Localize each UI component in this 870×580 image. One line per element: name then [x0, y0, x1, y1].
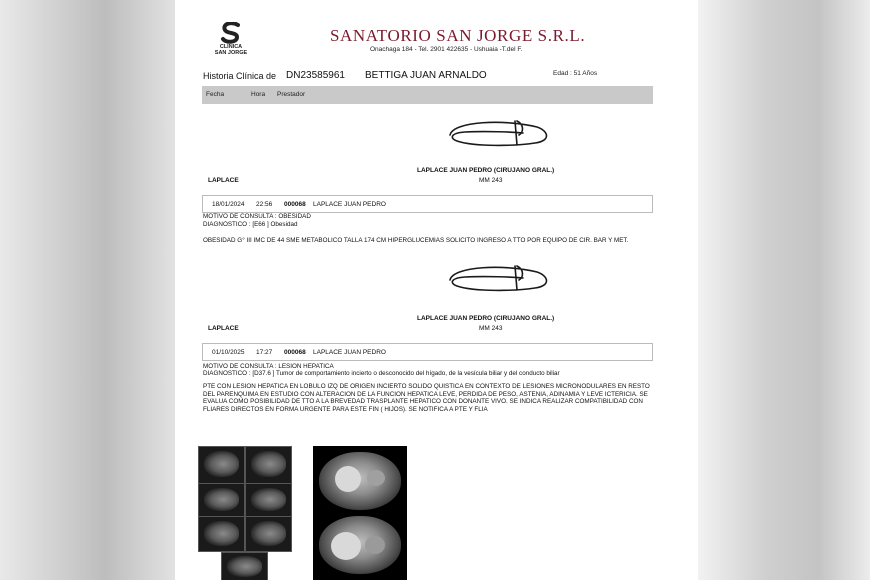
mri-thumbnail [245, 446, 292, 484]
logo-line1: CLÍNICA [219, 44, 243, 50]
provider-short: LAPLACE [208, 177, 239, 184]
entry-code: 000068 [284, 201, 306, 208]
ct-slice [319, 452, 401, 510]
motivo-consulta: MOTIVO DE CONSULTA : OBESIDAD [203, 213, 311, 220]
col-header-hora: Hora [251, 91, 266, 98]
ct-liver [335, 466, 361, 492]
mri-thumbnail [198, 483, 245, 517]
table-header-bar [202, 86, 653, 104]
entry-provider: LAPLACE JUAN PEDRO [313, 349, 386, 356]
logo-line2: SAN JORGE [214, 50, 248, 56]
entry-date: 01/10/2025 [212, 349, 245, 356]
patient-name: BETTIGA JUAN ARNALDO [365, 70, 487, 81]
patient-dn: DN23585961 [286, 70, 345, 81]
background-right [698, 0, 870, 580]
col-header-fecha: Fecha [206, 91, 225, 98]
doctor-signature [445, 113, 555, 158]
diagnostico: DIAGNOSTICO : [E66 ] Obesidad [203, 221, 298, 228]
clinic-title: SANATORIO SAN JORGE S.R.L. [330, 26, 586, 45]
doctor-mm: MM 243 [479, 325, 503, 332]
entry-code: 000068 [284, 349, 306, 356]
background-left [0, 0, 175, 580]
history-label: Historia Clínica de [203, 71, 277, 81]
col-header-prestador: Prestador [277, 91, 306, 98]
ct-organ [367, 470, 385, 486]
ct-organ [365, 536, 385, 554]
ct-liver [331, 532, 361, 560]
clinical-notes: OBESIDAD G° III IMC DE 44 SME METABOLICO TALLA 174 CM HIPERGLUCEMIAS SOLICITO INGRESO A TTO POR EQUIPO DE CIR. BAR Y MET. [203, 237, 629, 244]
patient-age: Edad : 51 Años [553, 70, 598, 77]
mri-thumbnail [245, 483, 292, 517]
mri-thumbnail [198, 446, 245, 484]
ct-slice [319, 516, 401, 574]
clinic-logo-text [205, 44, 257, 56]
entry-row [202, 195, 653, 213]
diagnostico: DIAGNOSTICO : [D37.6 ] Tumor de comportamiento incierto o desconocido del hígado, de la vesícula biliar y del conducto biliar [203, 370, 560, 377]
provider-short: LAPLACE [208, 325, 239, 332]
mri-thumbnail [221, 552, 268, 580]
doctor-mm: MM 243 [479, 177, 503, 184]
entry-date: 18/01/2024 [212, 201, 245, 208]
doctor-name: LAPLACE JUAN PEDRO (CIRUJANO GRAL.) [417, 167, 555, 174]
entry-time: 22:56 [256, 201, 273, 208]
entry-row [202, 343, 653, 361]
doctor-signature [445, 258, 555, 303]
entry-provider: LAPLACE JUAN PEDRO [313, 201, 386, 208]
clinic-logo [217, 22, 245, 44]
entry-time: 17:27 [256, 349, 273, 356]
clinic-address: Onachaga 184 - Tel. 2901 422635 - Ushuaia -T.del F. [370, 46, 523, 53]
mri-thumbnail [245, 516, 292, 552]
mri-thumbnail [198, 516, 245, 552]
ct-scan-image [313, 446, 407, 580]
motivo-consulta: MOTIVO DE CONSULTA : LESION HEPATICA [203, 363, 334, 370]
doctor-name: LAPLACE JUAN PEDRO (CIRUJANO GRAL.) [417, 315, 555, 322]
clinical-notes: PTE CON LESION HEPATICA EN LOBULO IZQ DE ORIGEN INCIERTO SOLIDO QUISTICA EN CONTEXTO DE LESIONES MICRONODULARES EN RESTO DEL PARENQUIMA EN ESTUDIO CON ALTERACION DE LA FUNCION HEPATICA LEVE, PERDIDA DE PESO, ASTENIA, ADINAMIA Y LEVE ICTERICIA. SE EVALUA COMO POSIBILIDAD DE TTO A LA BREVEDAD TRASPLANTE HEPATICO CON DONANTE VIVO. SE INDICA REALIZAR COMPATIBILIDAD CON FLIARES DIRECTOS EN FORMA URGENTE PARA ESTE FIN ( HIJOS). SE NOTIFICA A PTE Y FLIA [203, 383, 650, 413]
medical-record-page [175, 0, 698, 580]
